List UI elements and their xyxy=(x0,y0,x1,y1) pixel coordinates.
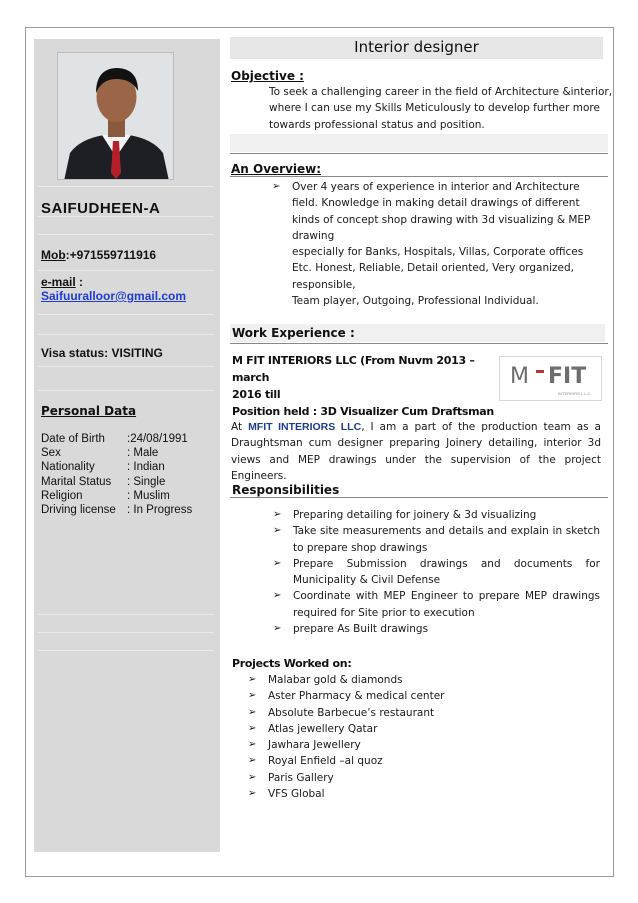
mobile-label: Mob xyxy=(41,248,66,262)
arrow-bullet-icon: ➢ xyxy=(248,722,257,734)
overview-line: responsible, xyxy=(292,278,356,291)
arrow-bullet-icon: ➢ xyxy=(272,181,281,192)
arrow-bullet-icon: ➢ xyxy=(273,509,282,520)
project-item-text: VFS Global xyxy=(268,788,325,801)
responsibility-item-text: Prepare Submission drawings and documents for Municipality & Civil Defense xyxy=(293,557,600,587)
project-item xyxy=(248,737,588,753)
sidebar-divider xyxy=(38,390,214,391)
project-item xyxy=(248,786,588,802)
objective-rule xyxy=(230,153,608,154)
personal-data-value: :24/08/1991 xyxy=(127,433,188,445)
email-link[interactable]: Saifuuralloor@gmail.com xyxy=(41,289,187,303)
responsibilities-heading: Responsibilities xyxy=(232,483,340,497)
personal-data-row xyxy=(41,489,192,503)
responsibility-item xyxy=(273,507,600,523)
project-item xyxy=(248,688,588,704)
overview-text xyxy=(272,179,592,309)
arrow-bullet-icon: ➢ xyxy=(248,788,257,800)
personal-data-heading: Personal Data xyxy=(41,404,137,418)
project-item xyxy=(248,753,588,769)
responsibilities-list xyxy=(273,507,600,637)
responsibility-item-text: Take site measurements and details and explain in sketch to prepare shop drawings xyxy=(293,525,600,554)
objective-line: towards professional status and position. xyxy=(269,118,485,131)
personal-data-row xyxy=(41,432,192,446)
responsibilities-rule xyxy=(230,497,608,498)
project-item-text: Jawhara Jewellery xyxy=(268,739,361,752)
project-item xyxy=(248,721,588,737)
objective-heading: Objective : xyxy=(231,69,304,83)
logo-red-dash xyxy=(536,370,544,373)
objective-line: where I can use my Skills Meticulously to develop further more xyxy=(269,102,600,115)
project-item-text: Aster Pharmacy & medical center xyxy=(268,690,445,703)
sidebar-divider xyxy=(38,234,214,235)
email-separator: : xyxy=(75,275,84,289)
sidebar-divider xyxy=(38,270,214,271)
sidebar-divider xyxy=(38,632,214,633)
projects-heading: Projects Worked on: xyxy=(232,657,352,670)
responsibility-item-text: Preparing detailing for joinery & 3d visualizing xyxy=(293,509,537,521)
overview-line: especially for Banks, Hospitals, Villas, Corporate offices xyxy=(292,246,584,259)
personal-data-label: Date of Birth xyxy=(41,433,105,445)
personal-data-label: Marital Status xyxy=(41,475,112,488)
work-text: , I am a part of the production team as a Draughtsman cum designer preparing Joinery detailing, interior 3d views and MEP drawings under the supervision of the project Engineers. xyxy=(231,421,601,482)
overview-line: Team player, Outgoing, Professional Individual. xyxy=(292,295,539,308)
visa-status: Visa status: VISITING xyxy=(41,346,163,360)
personal-data-label: Sex xyxy=(41,447,61,460)
work-text: At xyxy=(231,421,249,433)
arrow-bullet-icon: ➢ xyxy=(273,557,282,569)
personal-data-value: : Indian xyxy=(127,461,165,474)
company-period: M FIT INTERIORS LLC (From Nuvm 2013 – march xyxy=(232,354,475,384)
company-logo xyxy=(499,356,602,401)
job-title: Interior designer xyxy=(354,38,479,56)
personal-data-row xyxy=(41,475,192,489)
personal-data-row xyxy=(41,460,192,474)
overview-rule xyxy=(230,176,608,177)
responsibility-item-text: prepare As Built drawings xyxy=(293,623,429,636)
personal-data-value: : Single xyxy=(127,475,166,488)
arrow-bullet-icon: ➢ xyxy=(273,590,282,602)
mobile-line xyxy=(41,248,156,262)
projects-list xyxy=(248,672,588,802)
logo-m: M xyxy=(510,364,531,389)
project-item-text: Malabar gold & diamonds xyxy=(268,674,403,686)
email-label: e-mail xyxy=(41,275,76,289)
sidebar-divider xyxy=(38,366,214,367)
project-item xyxy=(248,672,588,688)
overview-line: drawing xyxy=(292,229,335,242)
email-line xyxy=(41,275,83,289)
arrow-bullet-icon: ➢ xyxy=(248,690,257,702)
project-item xyxy=(248,770,588,786)
overview-line: kinds of concept shop drawing with 3d visualizing & MEP xyxy=(292,213,591,226)
personal-data-value: : Male xyxy=(127,447,159,460)
sidebar-divider xyxy=(38,334,214,335)
work-company-name: MFIT INTERIORS LLC xyxy=(248,421,362,433)
personal-data-label: Driving license xyxy=(41,504,116,517)
arrow-bullet-icon: ➢ xyxy=(248,755,257,767)
sidebar-divider xyxy=(38,186,214,187)
sidebar-divider xyxy=(38,650,214,651)
project-item-text: Absolute Barbecue’s restaurant xyxy=(268,706,435,719)
work-rule xyxy=(230,343,608,344)
project-item-text: Paris Gallery xyxy=(268,771,334,784)
overview-line: field. Knowledge in making detail drawings of different xyxy=(292,197,580,210)
personal-data-value: : In Progress xyxy=(127,504,193,517)
responsibility-item xyxy=(273,523,600,556)
personal-data-label: Religion xyxy=(41,489,83,502)
personal-data-table xyxy=(41,432,192,517)
personal-data-label: Nationality xyxy=(41,461,95,474)
arrow-bullet-icon: ➢ xyxy=(273,623,282,635)
overview-line: Over 4 years of experience in interior and Architecture xyxy=(292,181,580,193)
email-value-line xyxy=(41,289,186,303)
person-portrait-icon xyxy=(58,53,174,180)
personal-data-row xyxy=(41,446,192,460)
objective-text xyxy=(269,84,614,133)
position-held: Position held : 3D Visualizer Cum Draftsman xyxy=(232,405,494,418)
arrow-bullet-icon: ➢ xyxy=(248,771,257,783)
company-block xyxy=(232,352,496,420)
responsibility-item xyxy=(273,588,600,621)
arrow-bullet-icon: ➢ xyxy=(248,706,257,718)
work-experience-heading: Work Experience : xyxy=(232,326,355,340)
profile-photo xyxy=(57,52,174,180)
work-description xyxy=(231,419,601,484)
responsibility-item xyxy=(273,621,600,637)
responsibility-item xyxy=(273,556,600,589)
project-item-text: Royal Enfield –al quoz xyxy=(268,755,383,768)
project-item xyxy=(248,705,588,721)
mobile-number: :+971559711916 xyxy=(65,248,157,262)
logo-subtitle: INTERIORS L.L.C xyxy=(558,391,591,396)
objective-band xyxy=(230,134,608,152)
objective-line: To seek a challenging career in the field of Architecture &interior, xyxy=(269,86,613,98)
arrow-bullet-icon: ➢ xyxy=(273,525,282,537)
sidebar-divider xyxy=(38,614,214,615)
personal-data-row xyxy=(41,503,192,517)
sidebar-divider xyxy=(38,314,214,315)
personal-data-value: : Muslim xyxy=(127,489,170,502)
arrow-bullet-icon: ➢ xyxy=(248,739,257,751)
responsibility-item-text: Coordinate with MEP Engineer to prepare MEP drawings required for Site prior to execution xyxy=(293,590,600,619)
overview-bullet xyxy=(272,179,592,195)
project-item-text: Atlas jewellery Qatar xyxy=(268,722,378,735)
arrow-bullet-icon: ➢ xyxy=(248,674,257,685)
overview-line: Etc. Honest, Reliable, Detail oriented, Very organized, xyxy=(292,262,575,275)
company-period-end: 2016 till xyxy=(232,388,281,401)
overview-heading: An Overview: xyxy=(231,162,322,176)
logo-fit: FIT xyxy=(548,364,587,389)
candidate-name: SAIFUDHEEN-A xyxy=(41,200,161,217)
